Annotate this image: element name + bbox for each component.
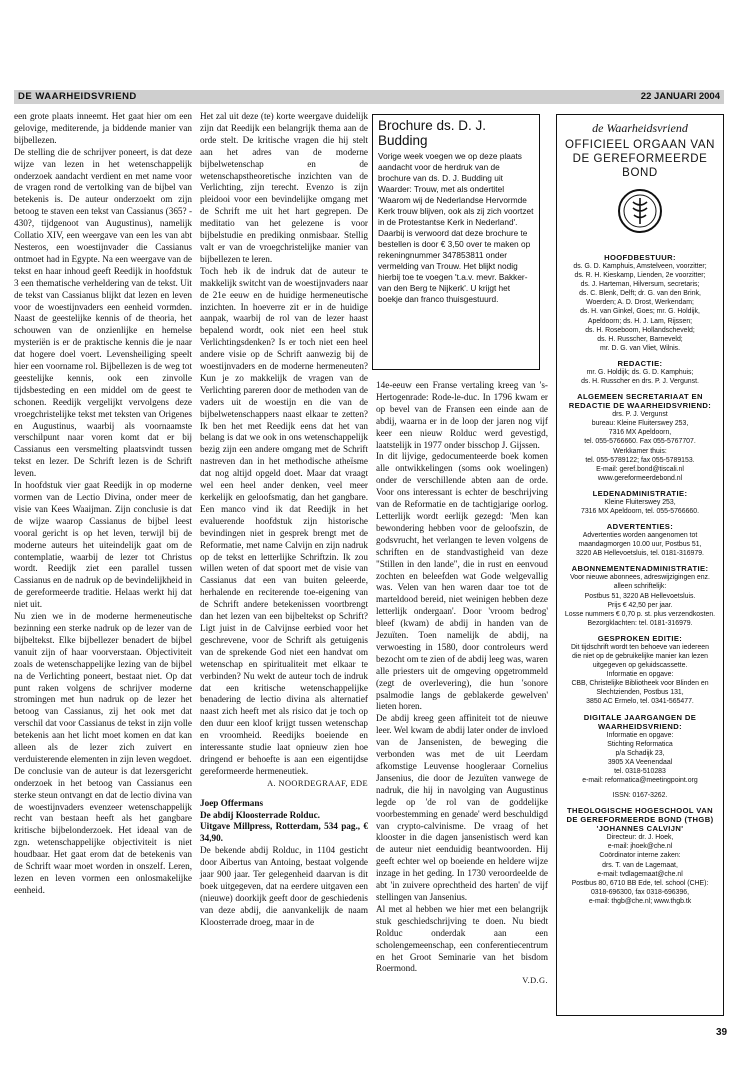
colophon-line: e-mail: thgb@che.nl; www.thgb.tk <box>588 897 692 905</box>
column-2 <box>200 111 368 929</box>
colophon-heading: ABONNEMENTENADMINISTRATIE: <box>571 564 709 574</box>
colophon-line: Voor nieuwe abonnees, adreswijzigingen enz. <box>570 574 710 582</box>
colophon-line: ds. H. Roseboom, Hollandscheveld; <box>585 326 695 334</box>
colophon-heading: ALGEMEEN SECRETARIAAT EN REDACTIE DE WAARHEIDSVRIEND: <box>568 392 712 411</box>
colophon-line: bureau: Kleine Fluiterswey 253, <box>591 420 689 428</box>
paragraph: De bekende abdij Rolduc, in 1104 gesticht door Aibertus van Antoing, bestaat volgende jaar 900 jaar. Ter gelegenheid daarvan is dit boek uitgegeven, dat na eerdere uitgaven een (nieuwe) doorkijk geeft door de geschiedenis van deze abdij, die aanvankelijk de naam Kloosterrade droeg, maar in de <box>200 845 368 927</box>
paragraph: 14e-eeuw een Franse vertaling kreeg van 's-Hertogenrade: Rode-le-duc. In 1796 kwam er op bevel van de Fransen een einde aan de abdij, waarna er in de loop der jaren nog vijf keer een nieuw Rolduc werd gevestigd, laatstelijk in 1977 onder bisschop J. Gijssen. <box>376 380 548 450</box>
paragraph: De stelling die de schrijver poneert, is dat deze wijze van lezen in het wetenschappelijk onderzoek aandacht verdient en met name voor de vragen rond de vertolking van de bijbel van betekenis is. De auteur onderzoekt om zijn betoog te staven een tekst van Cassianus (365? - 430?, tijdgenoot van Augustinus), namelijk Collatio XIV, een weergave van een les van abt Nesteros, een woestijnvader die Cassianus ontmoet had in Egypte. Na een weergave van de tekst en haar inhoud geeft Reedijk in hoofdstuk 3 een thematische verheldering van de tekst. Uit de tekst van Cassianus blijkt dat lezen en leven voor de woestijnvaders een eenheid vormden. Naast de geestelijke kennis of de theoria, het schouwen van de onzienlijke en hemelse mysteriën is er de praktische kennis die je naar dat hogere doel voert. Levensheiliging speelt hier een voorname rol. Bijbellezen is de weg tot geestelijke kennis, ook een zinvolle tijdsbesteding en een middel om de geest te schonen. Reedijk vergelijkt vervolgens deze vroegchristelijke tekst met teksten van Origenes en Augustinus, waarbij als voornaamste verschilpunt naar voren komt dat er bij Cassianus een versmelting plaatsvindt tussen tekst en lezer. De Schrift lezen is de Schrift leven. <box>14 146 192 479</box>
colophon-line: tel. 055-5766660. Fax 055-5767707. <box>584 438 696 446</box>
colophon-line: Informatie en opgave: <box>606 731 674 739</box>
colophon-line: uitgegeven op geluidscassette. <box>592 662 688 670</box>
colophon-line: Losse nummers € 0,70 p. st. plus verzendkosten. Bezorgklachten: tel. 0181-316979. <box>564 610 716 627</box>
masthead-subtitle: OFFICIEEL ORGAAN VAN DE GEREFORMEERDE BOND <box>564 139 716 179</box>
paragraph: In dit lijvige, gedocumenteerde boek komen alle ontwikkelingen (soms ook woelingen) onder de verschillende abten aan de orde. Voor ons interessant is echter de beschrijving van de Reformatie en de tachtigjarige oorlog. Letterlijk wordt eerlijk gezegd: 'Men kan bewondering hebben voor de geloofszin, de godsvrucht, het verlangen te leven volgens de schriften en de standvastigheid van deze "Stillen in den lande", die in rust en eenvoud zochten en beleefden wat Gode welgevallig was. Velen van hen waren daar toe tot de marteldood bereid, niet weinigen hebben deze letterlijk ondergaan'. Door 'vroom bedrog' bleef (kwam) de abdij in handen van de Jezuïten. Toen namelijk de abdij, na verwoesting in 1580, door controleurs werd bezocht om te zien of de abdij leeg was, waren alle priesters uit de omgeving opgetrommeld (zegt de overlevering), die hun 'sonore psalmodie langs de geblakerde gewelven' lieten horen. <box>376 451 548 712</box>
colophon-line: e-mail: reformatica@meetingpoint.org <box>582 777 698 785</box>
colophon-heading: THEOLOGISCHE HOGESCHOOL VAN DE GEREFORMEERDE BOND (THGB) 'JOHANNES CALVIJN' <box>566 806 714 834</box>
colophon-heading: HOOFDBESTUUR: <box>604 253 676 262</box>
colophon-line: Slechtzienden, Postbus 131, <box>596 689 684 697</box>
masthead-name: de Waarheidsvriend <box>592 121 688 135</box>
colophon-line: drs. T. van de Lagemaat, <box>602 861 678 869</box>
colophon-line: tel. 055-5789122; fax 055-5789153. <box>585 456 695 464</box>
colophon-line: p/a Schadijk 23, <box>615 749 665 757</box>
colophon-line: 0318-696300, fax 0318-696396, <box>590 888 690 896</box>
colophon-line: Coördinator interne zaken: <box>599 852 681 860</box>
colophon-line: Informatie en opgave: <box>606 671 674 679</box>
colophon-line: ds. H. van Ginkel, Goes; mr. G. Holdijk, <box>580 308 700 316</box>
colophon-line: Kleine Fluiterswey 253, <box>604 498 676 506</box>
paragraph: Nu zien we in de moderne hermeneutische bezinning een sterke nadruk op de lezer van de bijbeltekst. Elke bijbellezer benadert de bijbel vanuit zijn of haar voorverstaan. Objectiviteit zoals de wetenschappelijke lezing van de bijbel na de Verlichting poneert, bestaat niet. Op dat punt raken volgens de schrijver moderne stromingen met hun nadruk op de lezer het betoog van Cassianus, zij het ook met dat verschil dat voor Cassianus de tekst in zijn volle betekenis aan het licht moet komen en dat kan alleen als de lezer zich zuivert en verduisterende elementen in zijn leven wegdoet. <box>14 611 192 764</box>
colophon-line: www.gereformeerdebond.nl <box>597 474 683 482</box>
colophon-line: mr. G. Holdijk; ds. G. D. Kamphuis; <box>586 368 694 376</box>
colophon-line: Postbus 51, 3220 AB Hellevoetsluis. <box>584 592 696 600</box>
announcement-title: Brochure ds. D. J. Budding <box>378 118 487 148</box>
colophon-heading: LEDENADMINISTRATIE: <box>592 488 688 498</box>
paragraph: Toch heb ik de indruk dat de auteur te makkelijk switcht van de woestijnvaders naar de 21e eeuw en de huidige hermeneutische inzichten. In hoeverre zit er in de huidige aanpak, waarbij de rol van de lezer haast bepalend wordt, ook niet een heel stuk Verlichtingsdenken? Is er toch niet een heel andere visie op de Schrift aanwezig bij de woestijnvaders en de moderne hermeneuten? Kun je zo makkelijk de vragen van de Verlichting pareren door de methoden van de vaders uit de woestijn en die van de bijbelwetenschappers naast elkaar te zetten? Ik ben het met Reedijk eens dat het van belang is dat we ook in ons wetenschappelijk bezig zijn een andere omgang met de Schrift nastreven dan in het methodische atheïsme dat nog altijd opgeld doet. Maar dat vraagt wel een heel ander denken, veel meer kerkelijk en geloofsmatig, dan het gangbare. Een manco vind ik dat Reedijk in het evaluerende hoofdstuk zijn historische bevindingen niet in gesprek brengt met de Reformatie, met name Calvijn en zijn nadruk op de tekst en letterlijke Schriftzin. Ik zou willen weten of dat spoort met de visie van Cassianus dat een van buiten geleerde, herhalende en reciterende toe-eigening van de Schrift andere betekenissen voortbrengt dan het lezen van een bijbeltekst op Schrift? Ligt juist in de Calvijnse eerbied voor het geschrevene, voor de Schrift als getuigenis van de sprekende God niet een handvat om wetenschap en spiritualiteit met elkaar te verbinden? Nu wekt de auteur toch de indruk dat een kritische wetenschappelijke benadering de lectio divina als alternatief naast zich heeft met als risico dat je toch op den duur een kloof krijgt tussen wetenschap en vroomheid. Reedijks boeiende en interessante studie laat opnieuw zien hoe dringend er behoefte is aan een eigentijdse gereformeerde hermeneutiek. <box>200 265 368 776</box>
colophon-line: Werkkamer thuis: <box>613 447 667 455</box>
page-header <box>14 90 724 104</box>
colophon-line: 3220 AB Hellevoetsluis, tel. 0181-316979. <box>576 550 704 558</box>
paragraph: een grote plaats inneemt. Het gaat hier om een gelovige, mediterende, ja biddende manier van bijbellezen. <box>14 111 192 145</box>
colophon-line: die niet op de gebruikelijke manier kan lezen <box>572 653 708 660</box>
paragraph: De conclusie van de auteur is dat lezersgericht onderzoek in het betoog van Cassianus een sterke steun ontvangt en dat de lectio divina van de woestijnvaders evenzeer wetenschappelijk recht van bestaan heeft als het gangbare kritische bijbelonderzoek. Het ideaal van de zgn. wetenschappelijke objectiviteit is niet houdbaar. Het gaat erom dat de betekenis van de Schrift waar moet worden in onszelf. Leren, lezen en leven vormen een onlosmakelijke eenheid. <box>14 765 192 895</box>
colophon-heading: ADVERTENTIES: <box>606 522 674 532</box>
colophon-line: Directeur: dr. J. Hoek, <box>606 834 674 842</box>
colophon-line: 7316 MX Apeldoorn, tel. 055-5766660. <box>581 507 699 515</box>
page-number: 39 <box>716 1027 728 1038</box>
colophon-line: Postbus 80, 6710 BB Ede, tel. school (CHE): <box>571 879 709 887</box>
colophon-line: ds. R. H. Kieskamp, Lienden, 2e voorzitter; <box>574 272 706 280</box>
colophon-line: Stichting Reformatica <box>607 740 673 748</box>
colophon-line: ISSN: 0167-3262. <box>612 792 668 800</box>
colophon-line: Dit tijdschrift wordt ten behoeve van iedereen <box>571 643 709 651</box>
author-signature: V.D.G. <box>522 976 548 986</box>
review-author: Joep Offermans <box>200 797 264 808</box>
paragraph: Het zal uit deze (te) korte weergave duidelijk zijn dat Reedijk een belangrijk thema aan de orde stelt. De kritische vragen die hij stelt aan het adres van de moderne bijbelwetenschap en de wetenschapstheoretische inzichten van de Verlichting, zijn terecht. Evenzo is zijn pleidooi voor een bevindelijke omgang met de Schrift me uit het hart gegrepen. De meditatio van het gelezene is voor bijbelstudie en prediking onmisbaar. Stellig valt er van de vroegchristelijke manier van bijbellezen te leren. <box>200 111 368 264</box>
colophon-line: 7316 MX Apeldoorn, <box>608 429 672 437</box>
column-1 <box>14 111 192 897</box>
column-3 <box>376 380 548 987</box>
colophon-line: Advertenties worden aangenomen tot <box>582 532 698 540</box>
colophon-line: drs. P. J. Vergunst <box>612 411 668 419</box>
colophon-line: ds. H. Russcher, Barneveld; <box>597 335 683 343</box>
colophon-line: Woerden; A. D. Drost, Werkendam; <box>586 299 694 307</box>
colophon-line: alleen schriftelijk: <box>613 583 667 591</box>
review-publisher: Uitgave Millpress, Rotterdam, 534 pag., € 34,90. <box>200 821 368 844</box>
colophon-heading: DIGITALE JAARGANGEN DE WAARHEIDSVRIEND: <box>583 712 697 731</box>
colophon-line: Apeldoorn; ds. H. J. Lam, Rijssen; <box>587 317 693 325</box>
author-signature: A. NOORDEGRAAF, EDE <box>267 778 368 788</box>
colophon <box>556 114 724 1016</box>
emblem-icon <box>617 188 663 234</box>
colophon-line: Prijs € 42,50 per jaar. <box>607 601 673 609</box>
colophon-heading: REDACTIE: <box>617 358 663 368</box>
issue-date: 22 JANUARI 2004 <box>640 91 720 102</box>
colophon-line: ds. H. Russcher en drs. P. J. Vergunst. <box>581 378 699 386</box>
announcement-text: Vorige week voegen we op deze plaats aandacht voor de herdruk van de brochure van ds. D. J. Budding uit Waarder: Trouw, met als ondertitel 'Waarom wij de Nederlandse Hervormde Kerk trouw blijven, ook als zij zich voortzet in de Protestantse Kerk in Nederland'. Daarbij is verwoord dat deze brochure te bestellen is door € 3,50 over te maken op rekeningnummer 347853811 onder vermelding van Trouw. Het blijkt nodig hierbij toe te voegen 't.a.v. mevr. Bakker-van den Berg te Nijkerk'. U krijgt het boekje dan franco thuisgestuurd. <box>378 151 534 304</box>
colophon-line: E-mail: geref.bond@tiscali.nl <box>596 465 684 473</box>
colophon-line: ds. J. Harteman, Hilversum, secretaris; <box>580 281 700 289</box>
publication-name: DE WAARHEIDSVRIEND <box>18 91 137 102</box>
paragraph: De abdij kreeg geen affiniteit tot de nieuwe leer. Wel kwam de abdij later onder de invloed van de Jansenisten, de beweging die verbonden was met de uit Leerdam afkomstige Leuvense hoogleraar Cornelius Jansenius, die door de Jezuïten vanwege de nadruk, die hij in navolging van Augustinus legde op 'de rol van de goddelijke voorbestemming en genade' werd beschuldigd van crypto-calvinisme. De vraag of het klooster in die dagen jansenistisch werd kan de auteur niet eenduidig beantwoorden. Hij geeft echter wel op boeiende en heldere wijze inzage in het geding. In 1730 veroordeelde de abt 'in zuivere oprechtheid des harten' de vijf stellingen van Jansenius. <box>376 713 548 902</box>
colophon-line: 3850 AC Ermelo, tel. 0341-565477. <box>586 698 694 706</box>
colophon-line: CBB, Christelijke Bibliotheek voor Blinden en <box>571 680 709 688</box>
announcement-box <box>372 114 540 370</box>
colophon-heading: GESPROKEN EDITIE: <box>597 633 683 643</box>
review-book-title: De abdij Kloosterrade Rolduc. <box>200 809 320 820</box>
paragraph: Al met al hebben we hier met een belangrijk stuk geschiedschrijving te doen. Nu biedt Rolduc onderdak aan een scholengemeenschap, een conferentiecentrum en het Groot Seminarie van het bisdom Roermond. <box>376 903 548 974</box>
colophon-line: maandagmorgen 10.00 uur, Postbus 51, <box>578 541 702 549</box>
colophon-line: tel. 0318-510283 <box>614 767 666 775</box>
colophon-line: e-mail: jhoek@che.nl <box>607 843 673 851</box>
colophon-line: ds. C. Blenk, Delft; dr. G. van den Brink, <box>579 290 701 298</box>
colophon-line: 3905 XA Veenendaal <box>607 758 673 766</box>
colophon-line: mr. D. G. van Vliet, Wilnis. <box>599 344 681 352</box>
colophon-line: ds. G. D. Kamphuis, Amstelveen, voorzitter; <box>573 263 707 270</box>
colophon-line: e-mail: tvdlagemaat@che.nl <box>597 870 683 878</box>
colophon-sections <box>561 253 719 906</box>
paragraph: In hoofdstuk vier gaat Reedijk in op moderne vormen van de Lectio Divina, onder meer de visie van Kees Waaijman. Zijn conclusie is dat de wijze waarop Cassianus de bijbel leest vooral gericht is op het leven, terwijl bij de moderne auteurs het uiteindelijk gaat om de contemplatie, waarbij de lezer tot Christus wordt. Reedijk ziet een parallel tussen Cassianus en de nadruk op de bevindelijkheid in de gereformeerde traditie. Helaas werkt hij dat niet uit. <box>14 480 192 610</box>
